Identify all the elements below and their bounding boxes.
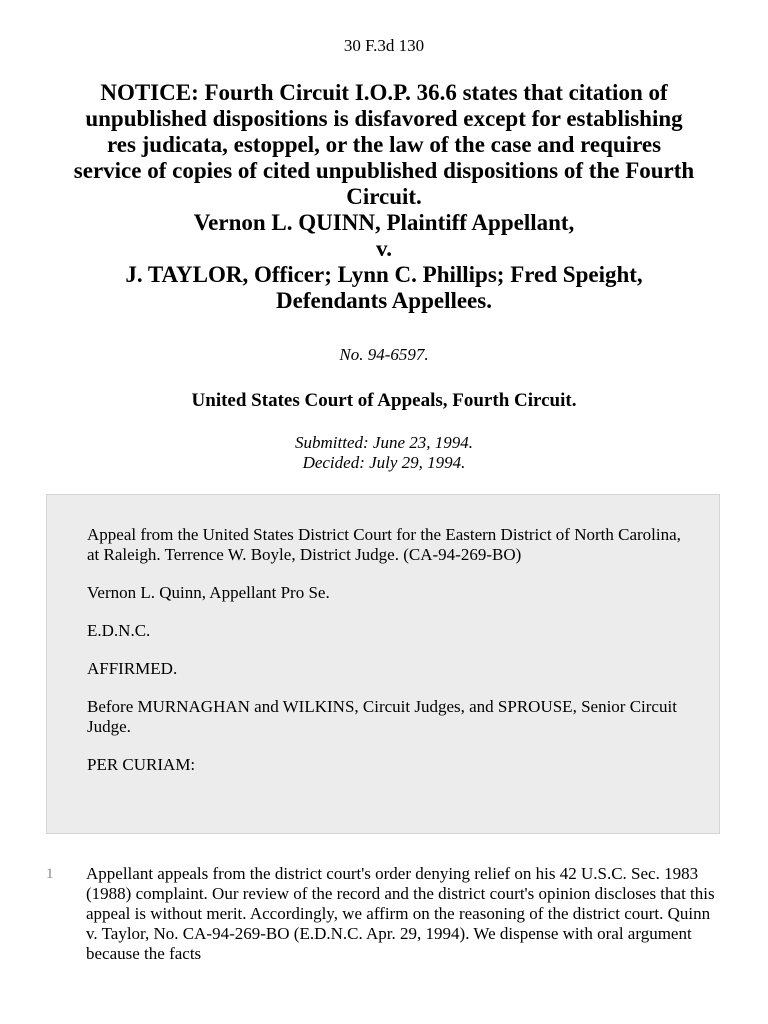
case-summary-content: [87, 525, 687, 793]
disposition: AFFIRMED.: [87, 659, 178, 678]
notice-line: res judicata, estoppel, or the law of the case and requires: [106, 132, 662, 157]
reporter-citation: 30 F.3d 130: [343, 36, 425, 55]
docket-number: No. 94-6597.: [339, 345, 429, 364]
decided-date: Decided: July 29, 1994.: [302, 453, 466, 472]
notice-line: unpublished dispositions is disfavored except for establishing: [85, 106, 683, 131]
appeal-from: Appeal from the United States District Court for the Eastern District of North Carolina, at Raleigh. Terrence W. Boyle, District Judge. (CA-94-269-BO): [87, 525, 681, 564]
defendants-name: Defendants Appellees.: [276, 288, 492, 313]
defendants-name: J. TAYLOR, Officer; Lynn C. Phillips; Fred Speight,: [125, 262, 643, 287]
versus: v.: [376, 236, 392, 261]
notice-line: service of copies of cited unpublished dispositions of the Fourth: [73, 158, 695, 183]
panel: Before MURNAGHAN and WILKINS, Circuit Judges, and SPROUSE, Senior Circuit Judge.: [87, 697, 677, 736]
case-heading: [40, 80, 728, 314]
notice-line: Circuit.: [346, 184, 422, 209]
plaintiff-name: Vernon L. QUINN, Plaintiff Appellant,: [193, 210, 575, 235]
per-curiam: PER CURIAM:: [87, 755, 196, 774]
paragraph-text: Appellant appeals from the district court's order denying relief on his 42 U.S.C. Sec. 1983 (1988) complaint. Our review of the record and the district court's opinion discloses that this appeal is without merit. Accordingly, we affirm on the reasoning of the district court. Quinn v. Taylor, No. CA-94-269-BO (E.D.N.C. Apr. 29, 1994). We dispense with oral argument because the facts: [86, 864, 715, 963]
paragraph-number: 1: [46, 866, 54, 882]
court-name: United States Court of Appeals, Fourth Circuit.: [191, 390, 577, 411]
notice-line: NOTICE: Fourth Circuit I.O.P. 36.6 states that citation of: [100, 80, 668, 105]
appellant-counsel: Vernon L. Quinn, Appellant Pro Se.: [87, 583, 330, 602]
case-summary-box: [46, 494, 720, 834]
case-dates: [0, 433, 768, 473]
district-abbrev: E.D.N.C.: [87, 621, 151, 640]
submitted-date: Submitted: June 23, 1994.: [295, 433, 473, 452]
